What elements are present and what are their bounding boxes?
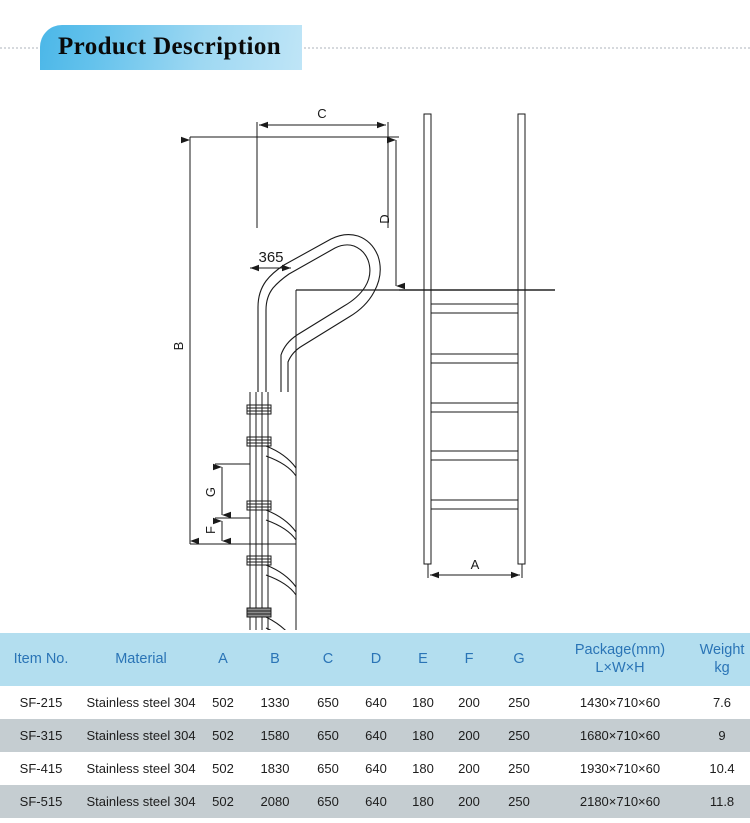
- page-title: Product Description: [58, 33, 282, 60]
- cell-material: Stainless steel 304: [82, 686, 200, 719]
- cell-b: 1330: [246, 686, 304, 719]
- cell-e: 180: [400, 686, 446, 719]
- cell-g: 250: [492, 719, 546, 752]
- col-header-weight-label: Weight: [699, 642, 745, 658]
- cell-d: 640: [352, 785, 400, 818]
- table-header-row: [0, 633, 750, 686]
- col-header-a-label: A: [218, 651, 228, 668]
- cell-d: 640: [352, 686, 400, 719]
- pool-deck-line: [296, 290, 555, 392]
- dimension-A: [428, 557, 522, 578]
- cell-item: SF-515: [0, 785, 82, 818]
- cell-material: Stainless steel 304: [82, 719, 200, 752]
- cell-b: 1830: [246, 752, 304, 785]
- cell-weight: 11.8: [694, 785, 750, 818]
- col-header-b-label: B: [270, 651, 280, 668]
- dimension-label-A: A: [470, 557, 480, 572]
- col-header-package: [546, 633, 694, 686]
- col-header-item: [0, 633, 82, 686]
- ladder-rung-4: [431, 451, 518, 460]
- table-row: [0, 752, 750, 785]
- step-treads: [266, 446, 296, 630]
- col-header-g: [492, 633, 546, 686]
- col-header-c: [304, 633, 352, 686]
- dimension-G: [203, 464, 250, 518]
- handrail-post: [250, 392, 268, 630]
- cell-b: 1580: [246, 719, 304, 752]
- ladder-rung-1: [431, 304, 518, 313]
- ladder-rung-5: [431, 500, 518, 509]
- col-header-e-label: E: [418, 651, 428, 668]
- dimension-label-365: 365: [258, 249, 284, 266]
- cell-a: 502: [200, 785, 246, 818]
- table-row: [0, 719, 750, 752]
- table-row: [0, 686, 750, 719]
- cell-c: 650: [304, 752, 352, 785]
- cell-f: 200: [446, 719, 492, 752]
- col-header-c-label: C: [322, 651, 334, 668]
- col-header-weight-sublabel: kg: [714, 660, 730, 677]
- dimension-label-D: D: [377, 214, 392, 224]
- cell-d: 640: [352, 752, 400, 785]
- cell-c: 650: [304, 785, 352, 818]
- specification-table: [0, 633, 750, 818]
- cell-item: SF-215: [0, 686, 82, 719]
- ladder-rung-3: [431, 403, 518, 412]
- cell-package: 1430×710×60: [546, 686, 694, 719]
- cell-f: 200: [446, 686, 492, 719]
- col-header-weight: [694, 633, 750, 686]
- col-header-package-sublabel: L×W×H: [595, 660, 645, 677]
- dimension-label-F-vertical: F: [203, 526, 218, 534]
- page-header: [0, 0, 750, 96]
- cell-a: 502: [200, 686, 246, 719]
- col-header-a: [200, 633, 246, 686]
- dimension-F: [203, 518, 250, 541]
- ladder-rung-2: [431, 354, 518, 363]
- col-header-package-label: Package(mm): [574, 642, 666, 658]
- cell-item: SF-315: [0, 719, 82, 752]
- specification-table-container: [0, 633, 750, 818]
- cell-c: 650: [304, 686, 352, 719]
- col-header-g-label: G: [513, 651, 525, 668]
- col-header-f-label: F: [464, 651, 474, 668]
- col-header-material-label: Material: [115, 651, 167, 668]
- cell-e: 180: [400, 785, 446, 818]
- cell-e: 180: [400, 752, 446, 785]
- cell-material: Stainless steel 304: [82, 785, 200, 818]
- table-row: [0, 785, 750, 818]
- col-header-d-label: D: [370, 651, 382, 668]
- dimension-C: [257, 106, 388, 228]
- cell-e: 180: [400, 719, 446, 752]
- col-header-e: [400, 633, 446, 686]
- cell-g: 250: [492, 785, 546, 818]
- cell-a: 502: [200, 752, 246, 785]
- dimension-label-G: G: [203, 486, 218, 498]
- cell-f: 200: [446, 752, 492, 785]
- cell-g: 250: [492, 686, 546, 719]
- col-header-d: [352, 633, 400, 686]
- cell-item: SF-415: [0, 752, 82, 785]
- cell-package: 2180×710×60: [546, 785, 694, 818]
- ladder-front-view: [399, 114, 555, 564]
- cell-weight: 10.4: [694, 752, 750, 785]
- dimension-B: [171, 137, 296, 544]
- col-header-f: [446, 633, 492, 686]
- cell-weight: 9: [694, 719, 750, 752]
- cell-b: 2080: [246, 785, 304, 818]
- tread-stack-profile: [250, 392, 296, 630]
- product-technical-drawing: [0, 96, 750, 630]
- cell-material: Stainless steel 304: [82, 752, 200, 785]
- cell-weight: 7.6: [694, 686, 750, 719]
- cell-f: 200: [446, 785, 492, 818]
- dimension-label-B: B: [171, 341, 186, 351]
- dimension-D: [190, 137, 399, 286]
- cell-c: 650: [304, 719, 352, 752]
- cell-a: 502: [200, 719, 246, 752]
- ladder-drawing-svg: [0, 96, 750, 630]
- col-header-item-label: Item No.: [13, 651, 69, 668]
- col-header-b: [246, 633, 304, 686]
- cell-d: 640: [352, 719, 400, 752]
- cell-package: 1680×710×60: [546, 719, 694, 752]
- cell-package: 1930×710×60: [546, 752, 694, 785]
- cell-g: 250: [492, 752, 546, 785]
- dimension-label-C: C: [317, 106, 327, 121]
- col-header-material: [82, 633, 200, 686]
